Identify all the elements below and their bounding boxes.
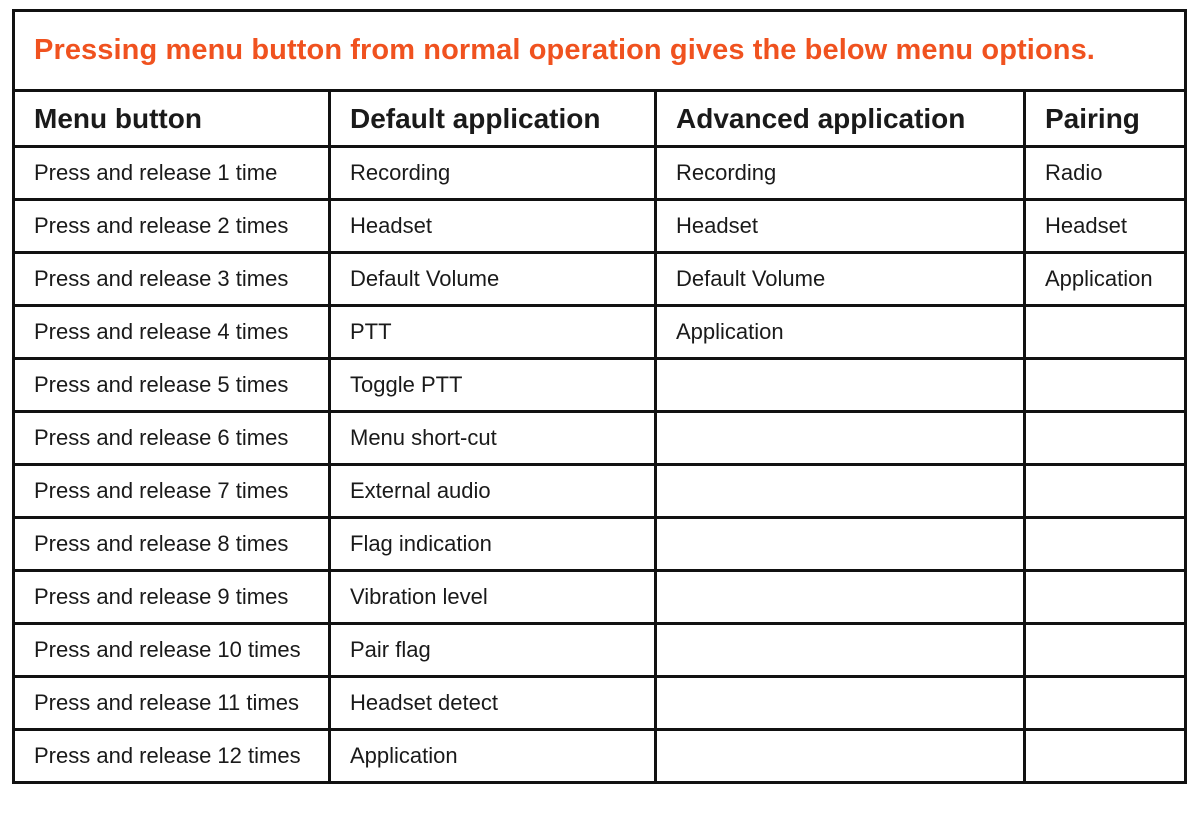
menu-button-cell: Press and release 4 times	[14, 306, 330, 359]
advanced-application-cell	[656, 624, 1025, 677]
pairing-cell: Headset	[1025, 200, 1186, 253]
pairing-cell	[1025, 518, 1186, 571]
pairing-cell	[1025, 359, 1186, 412]
advanced-application-cell	[656, 571, 1025, 624]
menu-button-cell: Press and release 2 times	[14, 200, 330, 253]
default-application-cell: Flag indication	[330, 518, 656, 571]
menu-button-cell: Press and release 7 times	[14, 465, 330, 518]
table-title: Pressing menu button from normal operation gives the below menu options.	[14, 11, 1186, 91]
pairing-cell: Application	[1025, 253, 1186, 306]
default-application-cell: External audio	[330, 465, 656, 518]
default-application-cell: Vibration level	[330, 571, 656, 624]
table-row	[14, 518, 1186, 571]
pairing-cell	[1025, 412, 1186, 465]
column-header-advanced-application: Advanced application	[656, 91, 1025, 147]
column-header-default-application: Default application	[330, 91, 656, 147]
advanced-application-cell	[656, 465, 1025, 518]
table-row	[14, 571, 1186, 624]
menu-button-cell: Press and release 11 times	[14, 677, 330, 730]
table-row	[14, 359, 1186, 412]
advanced-application-cell: Application	[656, 306, 1025, 359]
pairing-cell	[1025, 624, 1186, 677]
pairing-cell	[1025, 465, 1186, 518]
table-row	[14, 147, 1186, 200]
menu-button-cell: Press and release 12 times	[14, 730, 330, 783]
menu-button-cell: Press and release 9 times	[14, 571, 330, 624]
default-application-cell: Headset	[330, 200, 656, 253]
menu-button-cell: Press and release 5 times	[14, 359, 330, 412]
column-header-pairing: Pairing	[1025, 91, 1186, 147]
default-application-cell: Recording	[330, 147, 656, 200]
default-application-cell: Default Volume	[330, 253, 656, 306]
header-row	[14, 91, 1186, 147]
table-row	[14, 624, 1186, 677]
default-application-cell: Application	[330, 730, 656, 783]
column-header-menu-button: Menu button	[14, 91, 330, 147]
menu-options-document	[12, 9, 1184, 820]
pairing-cell	[1025, 730, 1186, 783]
table-row	[14, 253, 1186, 306]
menu-button-cell: Press and release 6 times	[14, 412, 330, 465]
default-application-cell: PTT	[330, 306, 656, 359]
pairing-cell	[1025, 677, 1186, 730]
menu-button-cell: Press and release 10 times	[14, 624, 330, 677]
default-application-cell: Pair flag	[330, 624, 656, 677]
advanced-application-cell	[656, 730, 1025, 783]
table-row	[14, 677, 1186, 730]
pairing-cell	[1025, 306, 1186, 359]
table-row	[14, 412, 1186, 465]
table-row	[14, 200, 1186, 253]
table-row	[14, 730, 1186, 783]
default-application-cell: Headset detect	[330, 677, 656, 730]
menu-button-cell: Press and release 1 time	[14, 147, 330, 200]
menu-button-cell: Press and release 8 times	[14, 518, 330, 571]
title-row	[14, 11, 1186, 91]
pairing-cell: Radio	[1025, 147, 1186, 200]
table-row	[14, 306, 1186, 359]
default-application-cell: Toggle PTT	[330, 359, 656, 412]
advanced-application-cell: Default Volume	[656, 253, 1025, 306]
advanced-application-cell	[656, 359, 1025, 412]
advanced-application-cell: Headset	[656, 200, 1025, 253]
advanced-application-cell: Recording	[656, 147, 1025, 200]
menu-options-table	[12, 9, 1187, 784]
pairing-cell	[1025, 571, 1186, 624]
default-application-cell: Menu short-cut	[330, 412, 656, 465]
advanced-application-cell	[656, 518, 1025, 571]
menu-button-cell: Press and release 3 times	[14, 253, 330, 306]
advanced-application-cell	[656, 412, 1025, 465]
table-row	[14, 465, 1186, 518]
advanced-application-cell	[656, 677, 1025, 730]
